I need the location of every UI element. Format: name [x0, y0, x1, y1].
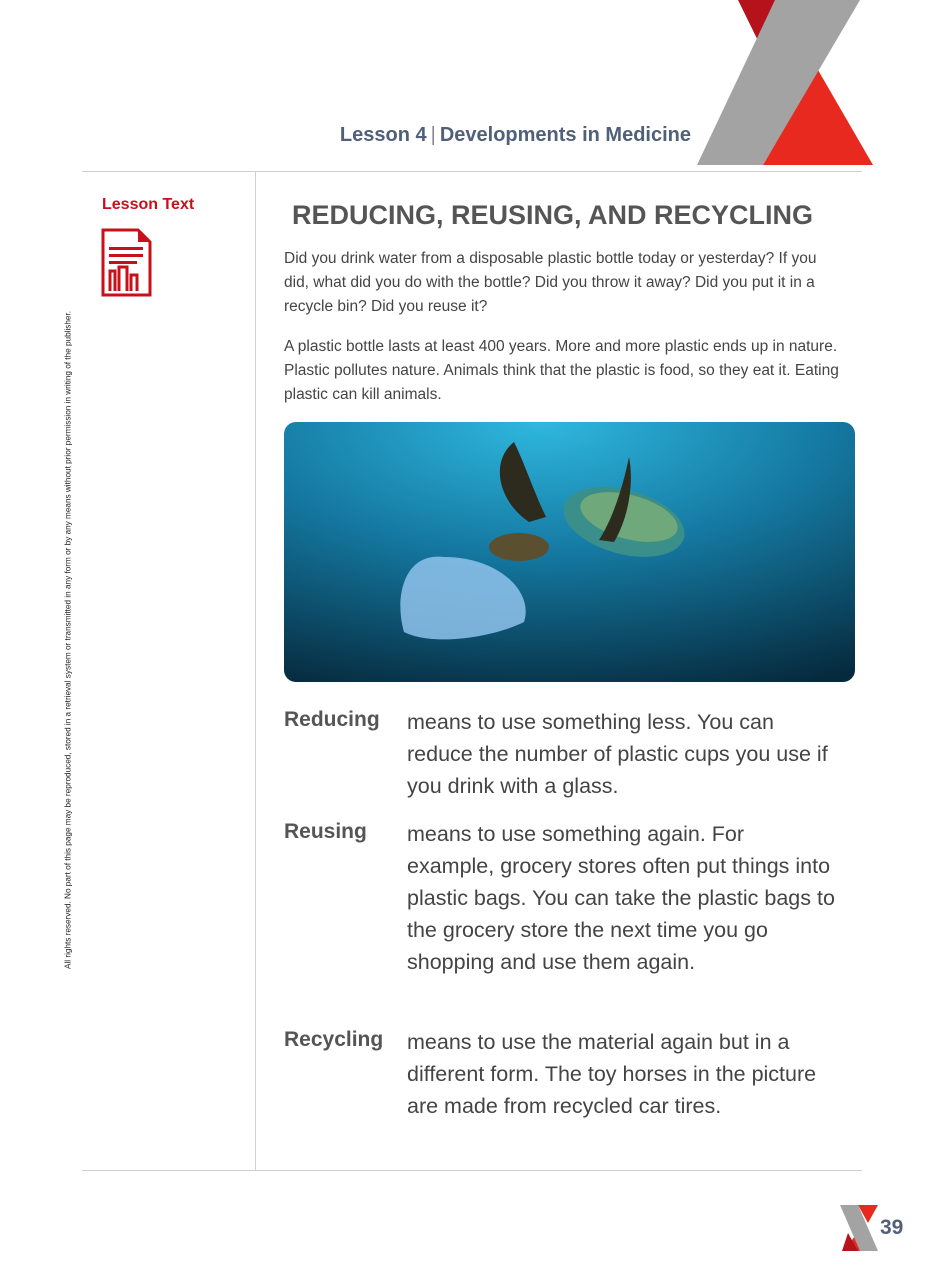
term-reducing: Reducing [284, 708, 380, 731]
page-number: 39 [880, 1216, 904, 1239]
definition-reducing: means to use something less. You can reduce the number of plastic cups you use if you drink with a glass. [407, 710, 828, 798]
definition-recycling: means to use the material again but in a different form. The toy horses in the picture are made from recycled car tires. [407, 1030, 817, 1118]
section-label: Lesson Text [102, 196, 195, 213]
term-recycling: Recycling [284, 1028, 384, 1051]
page-title: REDUCING, REUSING, AND RECYCLING [292, 200, 814, 230]
lesson-topic: Developments in Medicine [439, 124, 691, 146]
header-divider [82, 171, 862, 172]
definition-reusing: means to use something again. For example, grocery stores often put things into plastic bags. You can take the plastic bags to the grocery store the next time you go shopping and use them again. [407, 822, 835, 974]
column-divider [255, 171, 256, 1171]
document-chart-icon [100, 227, 154, 299]
plastic-paragraph: A plastic bottle lasts at least 400 years. More and more plastic ends up in nature. Plastic pollutes nature. Animals think that the plastic is food, so they eat it. Eating plastic can kill animals. [284, 338, 839, 403]
footer-logo [838, 1205, 880, 1251]
footer-divider [82, 1170, 862, 1171]
intro-paragraph: Did you drink water from a disposable plastic bottle today or yesterday? If you did, what did you do with the bottle? Did you throw it away? Did you put it in a recycle bin? Did you reuse it? [284, 250, 817, 315]
brand-logo [690, 0, 880, 168]
header-separator: | [430, 124, 436, 146]
copyright-notice: All rights reserved. No part of this page may be reproduced, stored in a retrieval system or transmitted in any form or by any means without prior permission in writing of the publisher. [63, 310, 73, 970]
term-reusing: Reusing [284, 820, 367, 843]
lesson-number: Lesson 4 [339, 124, 427, 146]
lesson-header [340, 124, 691, 147]
turtle-plastic-photo [284, 422, 855, 682]
